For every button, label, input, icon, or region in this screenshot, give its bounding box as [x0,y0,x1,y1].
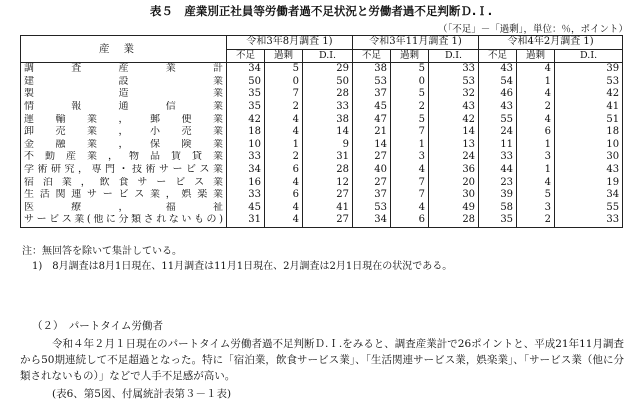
value-cell: 4 [265,126,303,139]
period-header: 令和4年2月調査 1) [479,36,623,50]
value-cell: 27 [303,189,353,202]
value-cell: 1 [517,139,555,152]
value-cell: 14 [429,126,479,139]
value-cell: 49 [429,202,479,215]
table-row [21,88,623,101]
value-cell: 33 [227,189,265,202]
column-header-di: D.I. [429,49,479,63]
table-row [21,214,623,227]
value-cell: 1 [391,139,429,152]
value-cell: 33 [555,214,623,227]
industry-name-cell: 不動産業，物品賃貸業 [21,151,227,164]
value-cell: 19 [555,177,623,190]
column-header-shortage: 不足 [227,49,265,63]
value-cell: 2 [391,101,429,114]
value-cell: 53 [429,76,479,89]
column-header-di: D.I. [303,49,353,63]
industry-name-cell: 情報通信業 [21,101,227,114]
column-header-di: D.I. [555,49,623,63]
value-cell: 2 [265,101,303,114]
industry-name-cell: 学術研究，専門・技術サービス業 [21,164,227,177]
section-reference: (表6、第5図、付属統計表第３－１表) [52,388,232,400]
value-cell: 30 [555,151,623,164]
period-header: 令和3年8月調査 1) [227,36,353,50]
value-cell: 5 [391,114,429,127]
value-cell: 4 [517,177,555,190]
value-cell: 43 [429,101,479,114]
value-cell: 43 [479,63,517,76]
value-cell: 2 [265,151,303,164]
value-cell: 45 [353,101,391,114]
value-cell: 42 [555,88,623,101]
value-cell: 6 [265,189,303,202]
value-cell: 32 [429,88,479,101]
column-header-surplus: 過剰 [391,49,429,63]
value-cell: 4 [517,63,555,76]
value-cell: 42 [429,114,479,127]
value-cell: 50 [303,76,353,89]
table-row [21,101,623,114]
note-nonresponse: 注：無回答を除いて集計している。 [22,246,182,257]
value-cell: 50 [227,76,265,89]
table-row [21,139,623,152]
table-title: 表５ 産業別正社員等労働者過不足状況と労働者過不足判断Ｄ.Ｉ. [149,4,493,18]
value-cell: 10 [227,139,265,152]
industry-name-cell: 製造業 [21,88,227,101]
value-cell: 2 [517,101,555,114]
value-cell: 5 [391,88,429,101]
value-cell: 43 [555,164,623,177]
value-cell: 13 [429,139,479,152]
value-cell: 43 [479,101,517,114]
value-cell: 1 [517,164,555,177]
value-cell: 35 [479,214,517,227]
value-cell: 4 [517,88,555,101]
value-cell: 18 [555,126,623,139]
table-row [21,114,623,127]
value-cell: 40 [353,164,391,177]
value-cell: 41 [303,202,353,215]
value-cell: 45 [227,202,265,215]
table-row [21,76,623,89]
value-cell: 53 [555,76,623,89]
value-cell: 54 [479,76,517,89]
value-cell: 46 [479,88,517,101]
table-notes [22,244,452,274]
value-cell: 9 [303,139,353,152]
column-header-surplus: 過剰 [265,49,303,63]
value-cell: 27 [353,151,391,164]
value-cell: 24 [429,151,479,164]
column-header-shortage: 不足 [479,49,517,63]
part-time-section [20,318,624,402]
value-cell: 53 [353,76,391,89]
value-cell: 12 [303,177,353,190]
industry-name-cell: 生活関連サービス業，娯楽業 [21,189,227,202]
value-cell: 34 [227,164,265,177]
value-cell: 30 [429,189,479,202]
value-cell: 33 [227,151,265,164]
value-cell: 14 [353,139,391,152]
value-cell: 7 [391,177,429,190]
value-cell: 28 [303,88,353,101]
value-cell: 7 [265,88,303,101]
value-cell: 4 [265,114,303,127]
value-cell: 28 [303,164,353,177]
value-cell: 37 [353,88,391,101]
value-cell: 33 [303,101,353,114]
value-cell: 53 [353,202,391,215]
industry-name-cell: 卸売業，小売業 [21,126,227,139]
value-cell: 31 [303,151,353,164]
value-cell: 38 [353,63,391,76]
value-cell: 42 [227,114,265,127]
table-row [21,126,623,139]
value-cell: 5 [517,189,555,202]
value-cell: 24 [479,126,517,139]
column-header-surplus: 過剰 [517,49,555,63]
industry-name-cell: 運輸業，郵便業 [21,114,227,127]
value-cell: 4 [517,114,555,127]
value-cell: 4 [391,202,429,215]
value-cell: 31 [227,214,265,227]
value-cell: 7 [391,189,429,202]
industry-name-cell: 医療，福祉 [21,202,227,215]
value-cell: 3 [517,202,555,215]
value-cell: 4 [391,164,429,177]
value-cell: 47 [353,114,391,127]
industry-header: 産業 [21,36,227,63]
value-cell: 58 [479,202,517,215]
note-survey-dates: 1) 8月調査は8月1日現在、11月調査は11月1日現在、2月調査は2月1日現在の状況である。 [32,261,453,272]
value-cell: 55 [479,114,517,127]
value-cell: 41 [555,101,623,114]
value-cell: 33 [479,151,517,164]
table-row [21,189,623,202]
table-row [21,202,623,215]
value-cell: 6 [265,164,303,177]
section-heading: （２） パートタイム労働者 [32,320,164,332]
table-row [21,177,623,190]
value-cell: 0 [265,76,303,89]
value-cell: 6 [517,126,555,139]
value-cell: 20 [429,177,479,190]
industry-name-cell: 調査産業計 [21,63,227,76]
value-cell: 38 [303,114,353,127]
value-cell: 51 [555,114,623,127]
value-cell: 28 [429,214,479,227]
value-cell: 35 [227,101,265,114]
value-cell: 34 [555,189,623,202]
value-cell: 5 [265,63,303,76]
value-cell: 10 [555,139,623,152]
value-cell: 39 [555,63,623,76]
value-cell: 2 [517,214,555,227]
value-cell: 27 [303,214,353,227]
value-cell: 0 [391,76,429,89]
value-cell: 7 [391,126,429,139]
industry-name-cell: 宿泊業，飲食サービス業 [21,177,227,190]
value-cell: 4 [265,214,303,227]
value-cell: 1 [517,76,555,89]
value-cell: 1 [265,139,303,152]
unit-note: （「不足」－「過剰」，単位：％，ポイント） [437,24,628,35]
value-cell: 14 [303,126,353,139]
value-cell: 18 [227,126,265,139]
value-cell: 4 [265,177,303,190]
table-row [21,151,623,164]
value-cell: 3 [517,151,555,164]
value-cell: 55 [555,202,623,215]
table-body [21,63,623,228]
value-cell: 11 [479,139,517,152]
industry-name-cell: 建設業 [21,76,227,89]
table-row [21,63,623,76]
table-row [21,164,623,177]
section-paragraph: 令和４年２月１日現在のパートタイム労働者過不足判断Ｄ.Ｉ.をみると、調査産業計で26ポイントと、平成21年11月調査から50期連続して不足超過となった。特に「宿泊業，飲食サービス業」、「生活関連サービス業，娯楽業」、「サービス業（他に分類されないもの）」などで人手不足感が高い。 [20,338,624,382]
value-cell: 36 [429,164,479,177]
value-cell: 16 [227,177,265,190]
value-cell: 37 [353,189,391,202]
value-cell: 39 [479,189,517,202]
value-cell: 29 [303,63,353,76]
value-cell: 4 [265,202,303,215]
value-cell: 33 [429,63,479,76]
value-cell: 23 [479,177,517,190]
value-cell: 5 [391,63,429,76]
industry-name-cell: サービス業(他に分類されないもの) [21,214,227,227]
column-header-shortage: 不足 [353,49,391,63]
labor-shortage-table [20,35,623,228]
value-cell: 35 [227,88,265,101]
value-cell: 21 [353,126,391,139]
value-cell: 3 [391,151,429,164]
value-cell: 27 [353,177,391,190]
value-cell: 34 [227,63,265,76]
period-header: 令和3年11月調査 1) [353,36,479,50]
value-cell: 34 [353,214,391,227]
value-cell: 6 [391,214,429,227]
value-cell: 44 [479,164,517,177]
industry-name-cell: 金融業，保険業 [21,139,227,152]
